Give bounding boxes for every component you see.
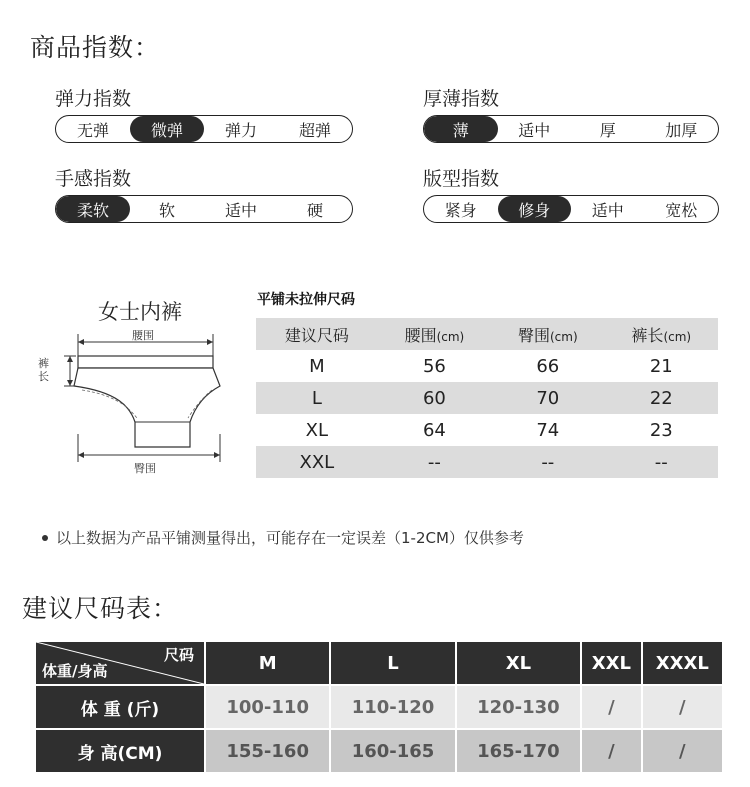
header-name: 腰围 [404,325,437,345]
header-name: 建议尺码 [284,325,349,345]
feel-title: 手感指数 [55,168,132,190]
scale-option: 超弹 [298,120,331,140]
fit-scale [423,195,719,223]
fit-title: 版型指数 [423,168,500,190]
table-row [256,446,718,478]
diagram-title: 女士内裤 [98,300,182,324]
section-title-product-index: 商品指数： [30,33,161,62]
scale-option: 弹力 [224,120,257,140]
scale-option: 加厚 [665,120,698,140]
table-cell: -- [605,446,718,478]
size-header: XXL [582,642,641,684]
size-header: L [331,642,454,684]
feel-scale [55,195,353,223]
row-label: 身 高(CM) [36,730,204,772]
table-cell: XL [305,419,329,441]
note-text: 以上数据为产品平铺测量得出，可能存在一定误差（1-2CM）仅供参考 [56,529,524,547]
hip-label: 臀围 [134,462,156,475]
scale-option: 硬 [306,200,323,220]
scale-option: 薄 [424,116,498,142]
scale-option: 紧身 [444,200,477,220]
table-cell: 70 [491,382,604,414]
table-cell: 120-130 [457,686,580,728]
table-cell: / [582,686,641,728]
length-label-char-2: 长 [38,370,49,383]
header-cell-length [605,318,718,350]
size-table-header [256,318,718,350]
scale-option: 柔软 [56,196,130,222]
size-header: XXXL [643,642,722,684]
recommend-header-row [36,642,722,684]
size-header: M [206,642,329,684]
header-cell-waist [378,318,491,350]
elasticity-scale [55,115,353,143]
table-cell: 165-170 [457,730,580,772]
table-cell: 160-165 [331,730,454,772]
scale-option: 厚 [599,120,616,140]
scale-option: 适中 [591,200,624,220]
table-cell: 64 [422,419,446,441]
table-row [256,382,718,414]
waist-label: 腰围 [132,329,154,342]
length-label [38,357,49,383]
weight-row [36,686,722,728]
table-cell: -- [491,446,604,478]
table-cell: -- [378,446,491,478]
scale-option: 软 [158,200,175,220]
header-cell-hip [491,318,604,350]
table-cell: / [582,730,641,772]
scale-option: 适中 [518,120,551,140]
scale-option: 无弹 [76,120,109,140]
elasticity-title: 弹力指数 [55,88,132,110]
table-row [256,350,718,382]
scale-option: 宽松 [665,200,698,220]
table-cell: 21 [649,355,673,377]
table-cell: / [643,686,722,728]
measurement-note [42,527,524,548]
length-label-char-1: 裤 [38,357,49,370]
header-name: 裤长 [631,325,664,345]
size-header: XL [457,642,580,684]
size-table [256,318,718,478]
table-cell: 74 [536,419,560,441]
corner-cell [36,642,204,684]
briefs-diagram [30,322,230,472]
header-name: 臀围 [517,325,550,345]
table-cell: L [256,382,378,414]
corner-top-label: 尺码 [163,646,194,664]
table-cell: 56 [422,355,446,377]
row-label: 体 重 (斤) [36,686,204,728]
header-unit: (cm) [436,329,465,344]
bullet-icon [42,535,48,541]
header-unit: (cm) [663,329,692,344]
table-cell: 60 [378,382,491,414]
table-cell: 22 [605,382,718,414]
table-cell: 23 [649,419,673,441]
table-cell: / [643,730,722,772]
table-cell: 110-120 [331,686,454,728]
scale-option: 适中 [224,200,257,220]
table-row [256,414,718,446]
header-cell-size [256,318,378,350]
height-row [36,730,722,772]
scale-option: 微弹 [130,116,204,142]
table-cell: M [309,355,325,377]
table-cell: 100-110 [206,686,329,728]
thickness-scale [423,115,719,143]
size-table-title: 平铺未拉伸尺码 [257,292,355,308]
table-cell: 66 [536,355,560,377]
header-unit: (cm) [550,329,578,344]
corner-bottom-label: 体重/身高 [42,662,108,680]
recommend-size-table [34,640,724,774]
table-cell: 155-160 [206,730,329,772]
thickness-title: 厚薄指数 [423,88,500,110]
section-title-recommend: 建议尺码表： [22,594,179,623]
table-cell: XXL [256,446,378,478]
scale-option: 修身 [498,196,572,222]
